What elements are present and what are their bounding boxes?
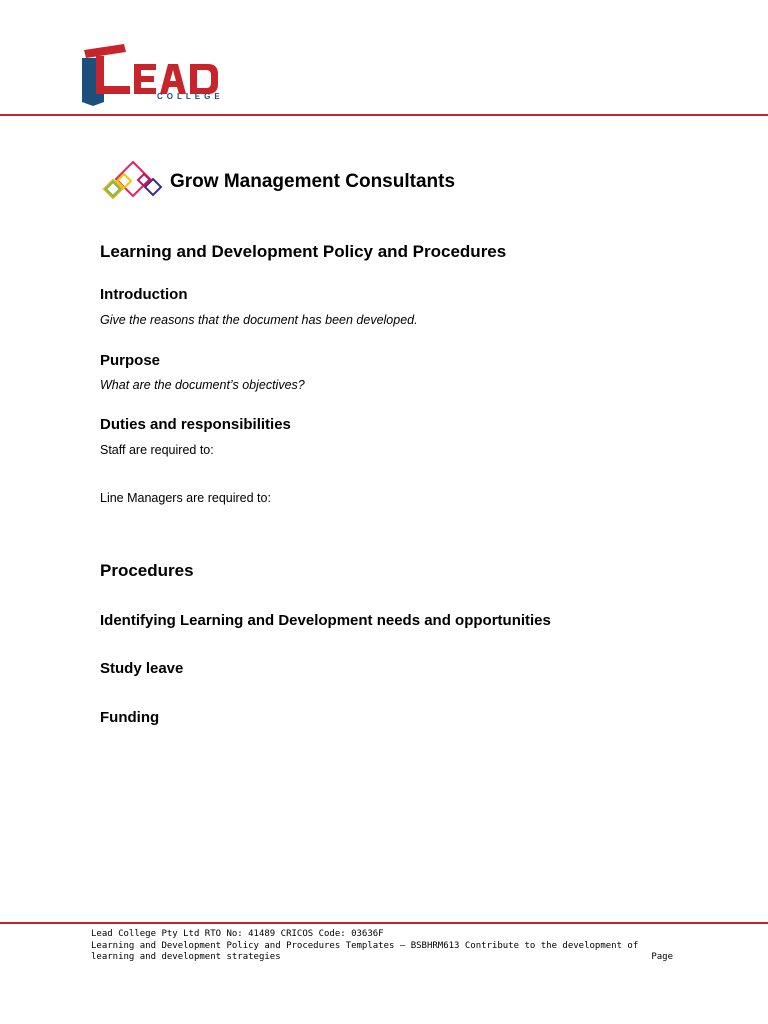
footer-rto-line: Lead College Pty Ltd RTO No: 41489 CRICOS Code: 03636F: [91, 929, 384, 939]
funding-heading: Funding: [100, 709, 160, 726]
document-title: Learning and Development Policy and Procedures: [100, 242, 507, 261]
duties-heading: Duties and responsibilities: [100, 416, 291, 433]
staff-required-text: Staff are required to:: [100, 443, 214, 457]
managers-required-text: Line Managers are required to:: [100, 491, 271, 505]
footer-title-line: Learning and Development Policy and Procedures Templates – BSBHRM613 Contribute to the development of: [91, 940, 639, 951]
footer-last-line: [91, 952, 673, 964]
purpose-text: What are the document’s objectives?: [100, 378, 305, 392]
logo-subtext: COLLEGE: [157, 92, 224, 101]
footer-title-continuation: learning and development strategies: [91, 952, 281, 962]
purpose-heading: Purpose: [100, 352, 161, 369]
footer-page-label: Page: [651, 952, 673, 962]
header-divider: [0, 114, 768, 116]
company-name: Grow Management Consultants: [170, 171, 456, 192]
study-leave-heading: Study leave: [100, 660, 184, 677]
procedures-heading: Procedures: [100, 561, 194, 580]
identifying-needs-heading: Identifying Learning and Development needs and opportunities: [100, 612, 551, 629]
diamond-squares-icon: [100, 160, 164, 206]
footer-divider: [0, 922, 768, 924]
introduction-heading: Introduction: [100, 286, 188, 303]
page-footer: [91, 929, 673, 964]
introduction-text: Give the reasons that the document has been developed.: [100, 313, 418, 327]
